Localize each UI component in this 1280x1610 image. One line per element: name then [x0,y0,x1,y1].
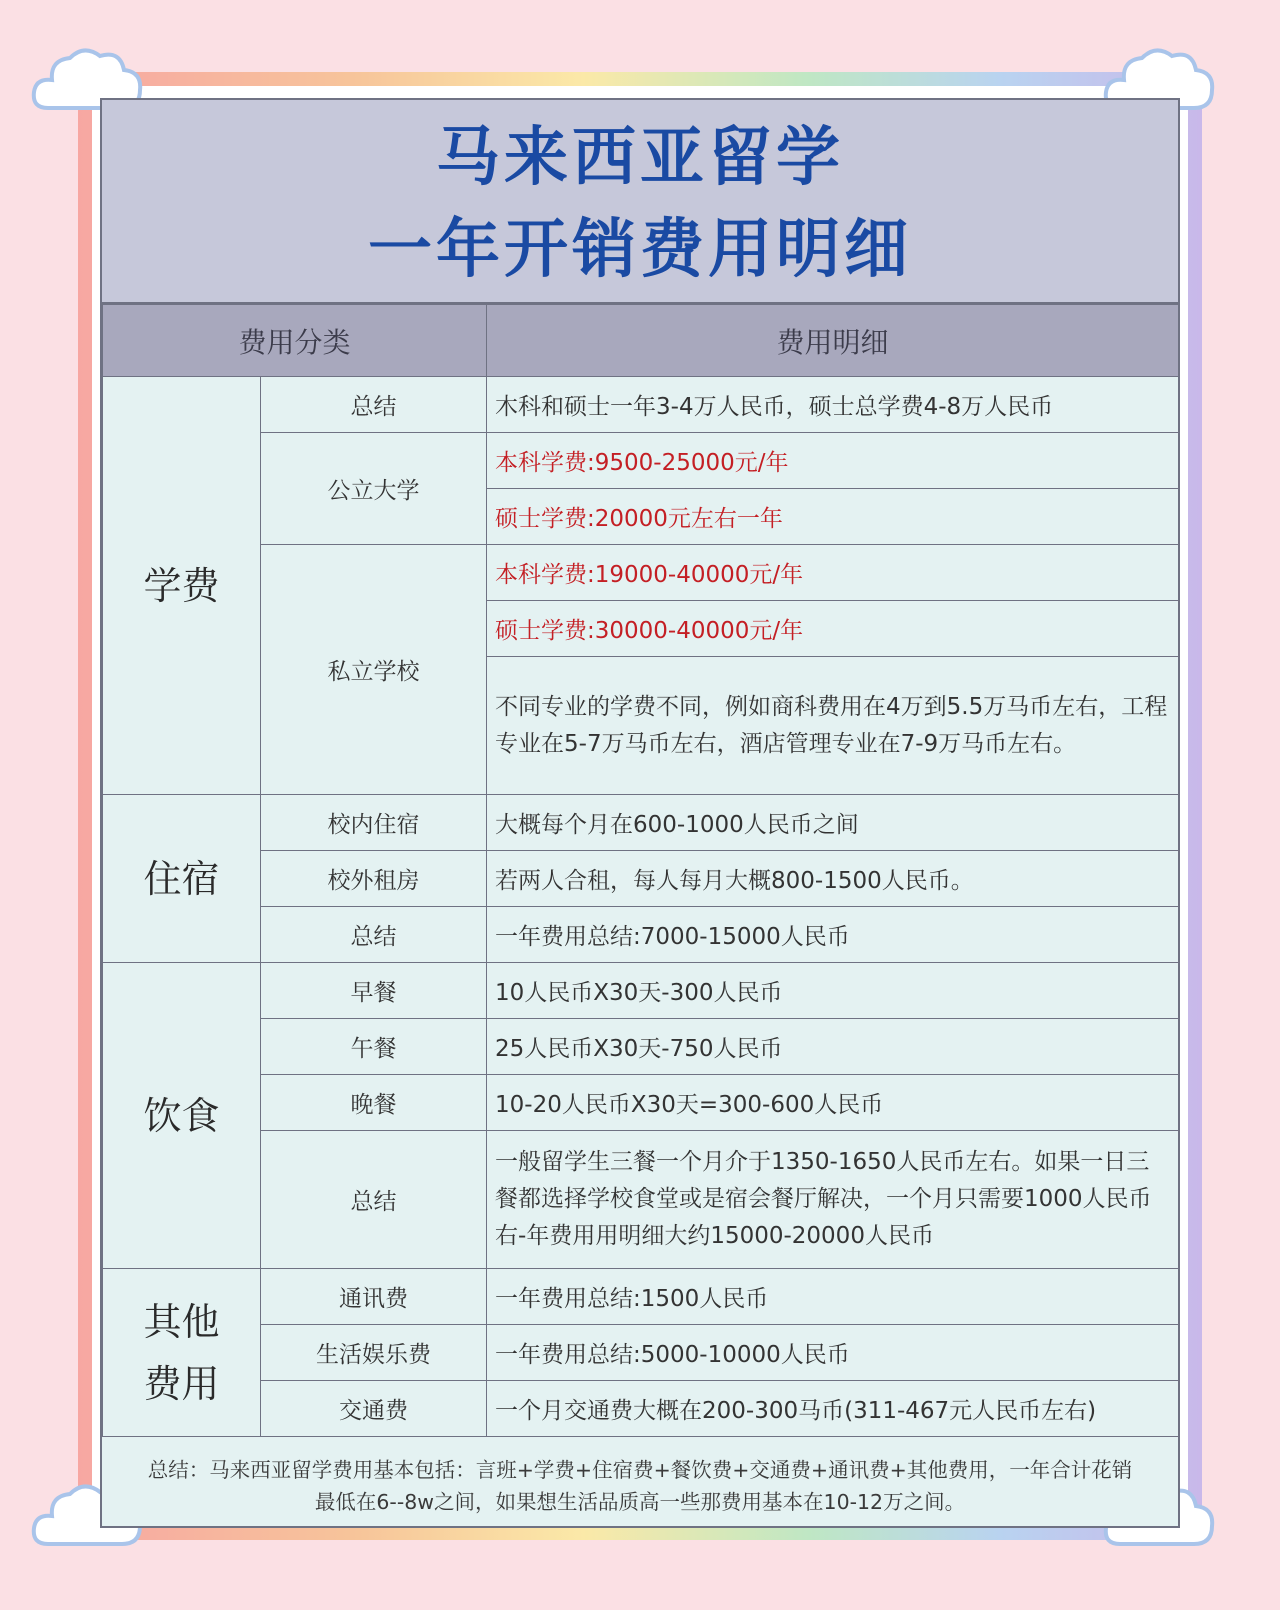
detail-private-master: 硕士学费:30000-40000元/年 [487,601,1179,657]
detail-phone: 一年费用总结:1500人民币 [487,1269,1179,1325]
category-housing: 住宿 [103,795,261,963]
table-row [103,1131,1179,1269]
detail-transport: 一个月交通费大概在200-300马币(311-467元人民币左右) [487,1381,1179,1437]
cost-table [102,304,1179,1437]
detail-tuition-summary: 木科和硕士一年3-4万人民币，硕士总学费4-8万人民币 [487,377,1179,433]
detail-leisure: 一年费用总结:5000-10000人民币 [487,1325,1179,1381]
table-row [103,1325,1179,1381]
sub-dinner: 晚餐 [261,1075,487,1131]
page-title-line2: 一年开销费用明细 [368,212,912,287]
header-category: 费用分类 [103,305,487,377]
header-detail: 费用明细 [487,305,1179,377]
category-food: 饮食 [103,963,261,1269]
sub-private-school: 私立学校 [261,545,487,795]
sub-off-campus: 校外租房 [261,851,487,907]
category-tuition: 学费 [103,377,261,795]
detail-dinner: 10-20人民币X30天=300-600人民币 [487,1075,1179,1131]
sub-transport: 交通费 [261,1381,487,1437]
sub-food-summary: 总结 [261,1131,487,1269]
detail-off-campus: 若两人合租，每人每月大概800-1500人民币。 [487,851,1179,907]
table-row [103,1075,1179,1131]
footer-line2: 最低在6--8w之间，如果想生活品质高一些那费用基本在10-12万之间。 [314,1490,966,1514]
category-other-line1: 其他 [143,1299,220,1344]
table-row [103,545,1179,601]
sub-on-campus: 校内住宿 [261,795,487,851]
table-row [103,433,1179,489]
detail-private-bachelor: 本科学费:19000-40000元/年 [487,545,1179,601]
sub-leisure: 生活娱乐费 [261,1325,487,1381]
footer-line1: 总结：马来西亚留学费用基本包括：言班+学费+住宿费+餐饮费+交通费+通讯费+其他费用，一年合计花销 [147,1458,1133,1482]
category-other-line2: 费用 [143,1361,220,1406]
table-row [103,1381,1179,1437]
title-box [102,100,1178,304]
detail-public-master: 硕士学费:20000元左右一年 [487,489,1179,545]
sub-phone: 通讯费 [261,1269,487,1325]
table-row [103,851,1179,907]
cost-card [100,98,1180,1528]
summary-footer [102,1442,1178,1526]
detail-housing-summary: 一年费用总结:7000-15000人民币 [487,907,1179,963]
table-header-row [103,305,1179,377]
sub-housing-summary: 总结 [261,907,487,963]
table-row [103,963,1179,1019]
detail-breakfast: 10人民币X30天-300人民币 [487,963,1179,1019]
table-row [103,907,1179,963]
sub-public-university: 公立大学 [261,433,487,545]
detail-food-summary: 一般留学生三餐一个月介于1350-1650人民币左右。如果一日三餐都选择学校食堂或是宿会餐厅解决，一个月只需要1000人民币右-年费用用明细大约15000-20000人民币 [487,1131,1179,1269]
category-other [103,1269,261,1437]
detail-public-bachelor: 本科学费:9500-25000元/年 [487,433,1179,489]
table-row [103,1269,1179,1325]
sub-breakfast: 早餐 [261,963,487,1019]
detail-private-note: 不同专业的学费不同，例如商科费用在4万到5.5万马币左右，工程专业在5-7万马币左右，酒店管理专业在7-9万马币左右。 [487,657,1179,795]
table-row [103,377,1179,433]
sub-lunch: 午餐 [261,1019,487,1075]
table-row [103,1019,1179,1075]
table-row [103,795,1179,851]
sub-tuition-summary: 总结 [261,377,487,433]
detail-lunch: 25人民币X30天-750人民币 [487,1019,1179,1075]
detail-on-campus: 大概每个月在600-1000人民币之间 [487,795,1179,851]
page-title-line1: 马来西亚留学 [436,120,844,195]
